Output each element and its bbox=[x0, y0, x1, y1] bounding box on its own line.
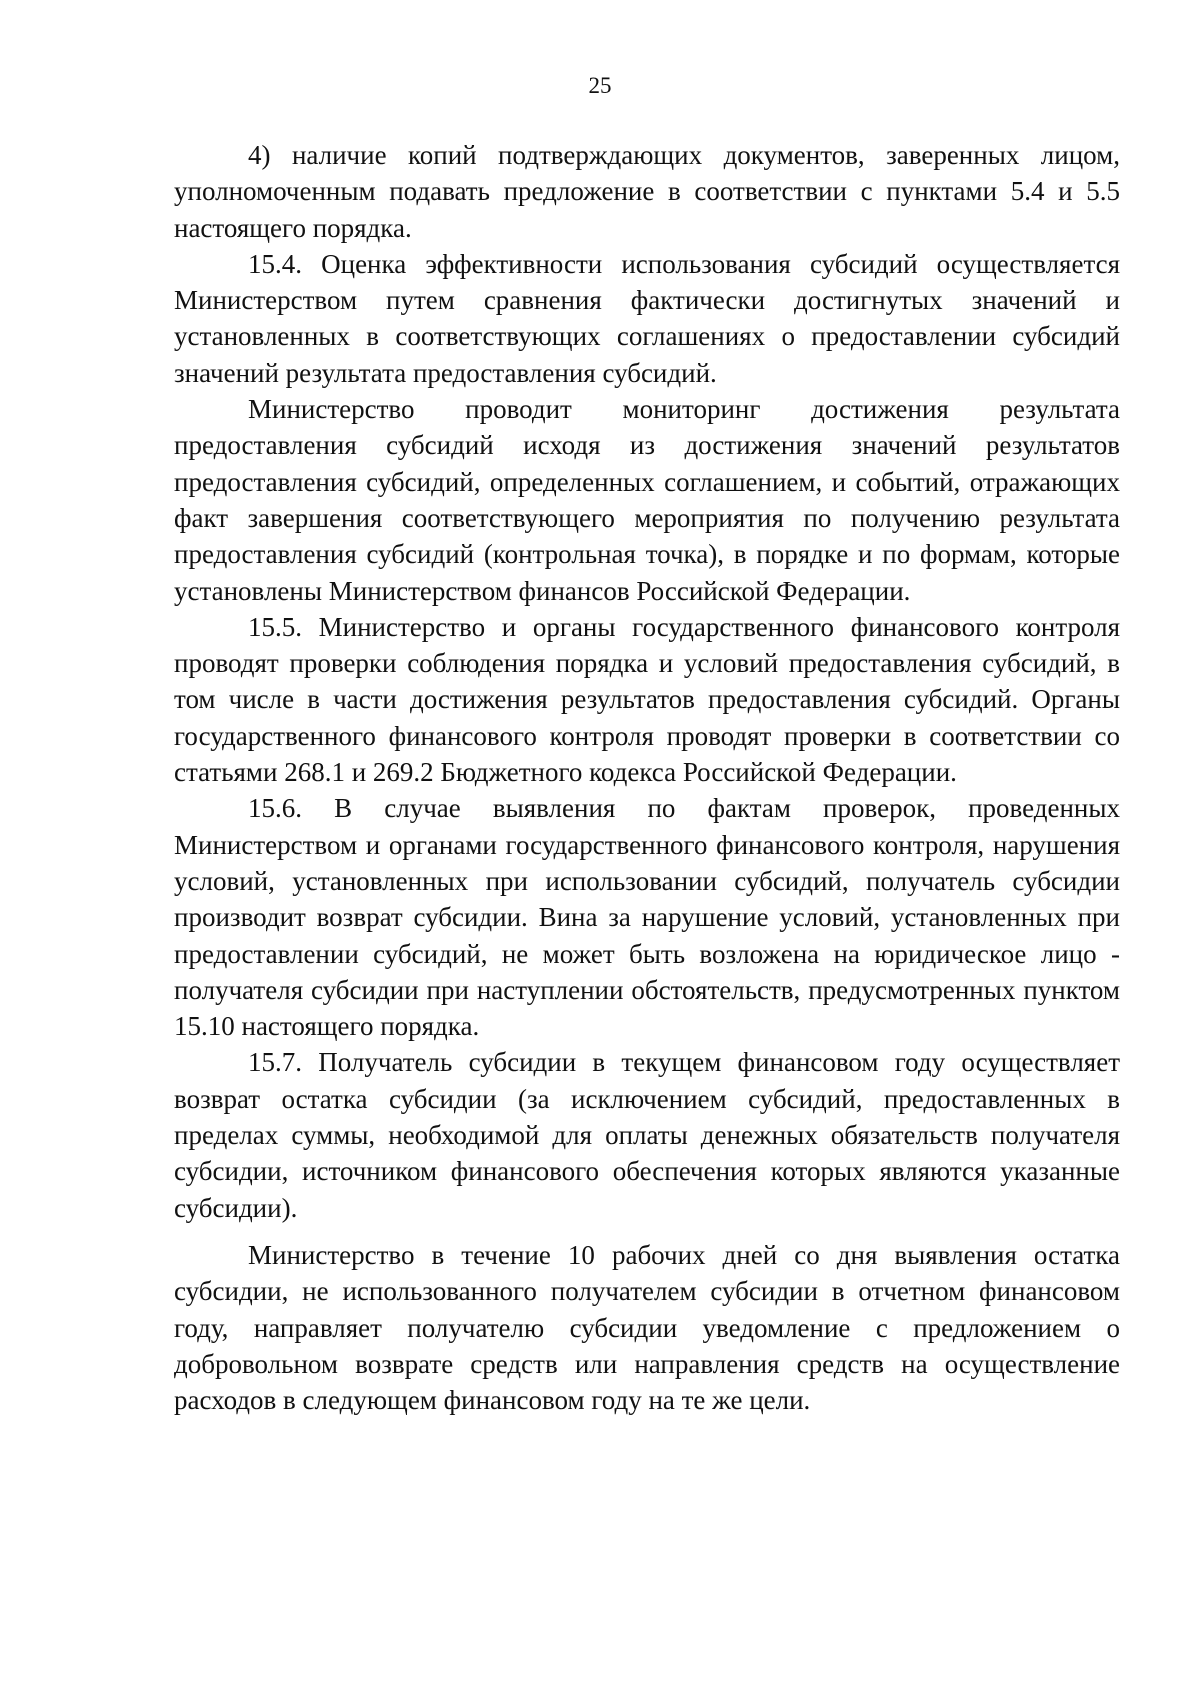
paragraph-15-5: 15.5. Министерство и органы государственного финансового контроля проводят проверки соблюдения порядка и условий предоставления субсидий, в том числе в части достижения результатов предоставления субсидий. Органы государственного финансового контроля проводят проверки в соответствии со статьями 268.1 и 269.2 Бюджетного кодекса Российской Федерации. bbox=[174, 611, 1120, 788]
paragraph-item-4: 4) наличие копий подтверждающих документов, заверенных лицом, уполномоченным подавать предложение в соответствии с пунктами 5.4 и 5.5 настоящего порядка. bbox=[174, 140, 1120, 243]
page-number: 25 bbox=[588, 73, 612, 98]
paragraph-15-6: 15.6. В случае выявления по фактам проверок, проведенных Министерством и органами государственного финансового контроля, нарушения условий, установленных при использовании субсидий, получатель субсидии производит возврат субсидии. Вина за нарушение условий, установленных при предоставлении субсидий, не может быть возложена на юридическое лицо - получателя субсидии при наступлении обстоятельств, предусмотренных пунктом 15.10 настоящего порядка. bbox=[174, 793, 1120, 1042]
paragraph-monitoring: Министерство проводит мониторинг достижения результата предоставления субсидий исходя из достижения значений результатов предоставления субсидий, определенных соглашением, и событий, отражающих факт завершения соответствующего мероприятия по получению результата предоставления субсидий (контрольная точка), в порядке и по формам, которые установлены Министерством финансов Российской Федерации. bbox=[174, 394, 1120, 606]
paragraph-15-4: 15.4. Оценка эффективности использования субсидий осуществляется Министерством путем сравнения фактически достигнутых значений и установленных в соответствующих соглашениях о предоставлении субсидий значений результата предоставления субсидий. bbox=[174, 248, 1120, 388]
paragraph-15-7: 15.7. Получатель субсидии в текущем финансовом году осуществляет возврат остатка субсидии (за исключением субсидий, предоставленных в пределах суммы, необходимой для оплаты денежных обязательств получателя субсидии, источником финансового обеспечения которых являются указанные субсидии). bbox=[174, 1047, 1120, 1223]
paragraph-notification: Министерство в течение 10 рабочих дней со дня выявления остатка субсидии, не использованного получателем субсидии в отчетном финансовом году, направляет получателю субсидии уведомление с предложением о добровольном возврате средств или направления средств на осуществление расходов в следующем финансовом году на те же цели. bbox=[174, 1239, 1120, 1416]
document-body bbox=[174, 137, 1120, 1418]
